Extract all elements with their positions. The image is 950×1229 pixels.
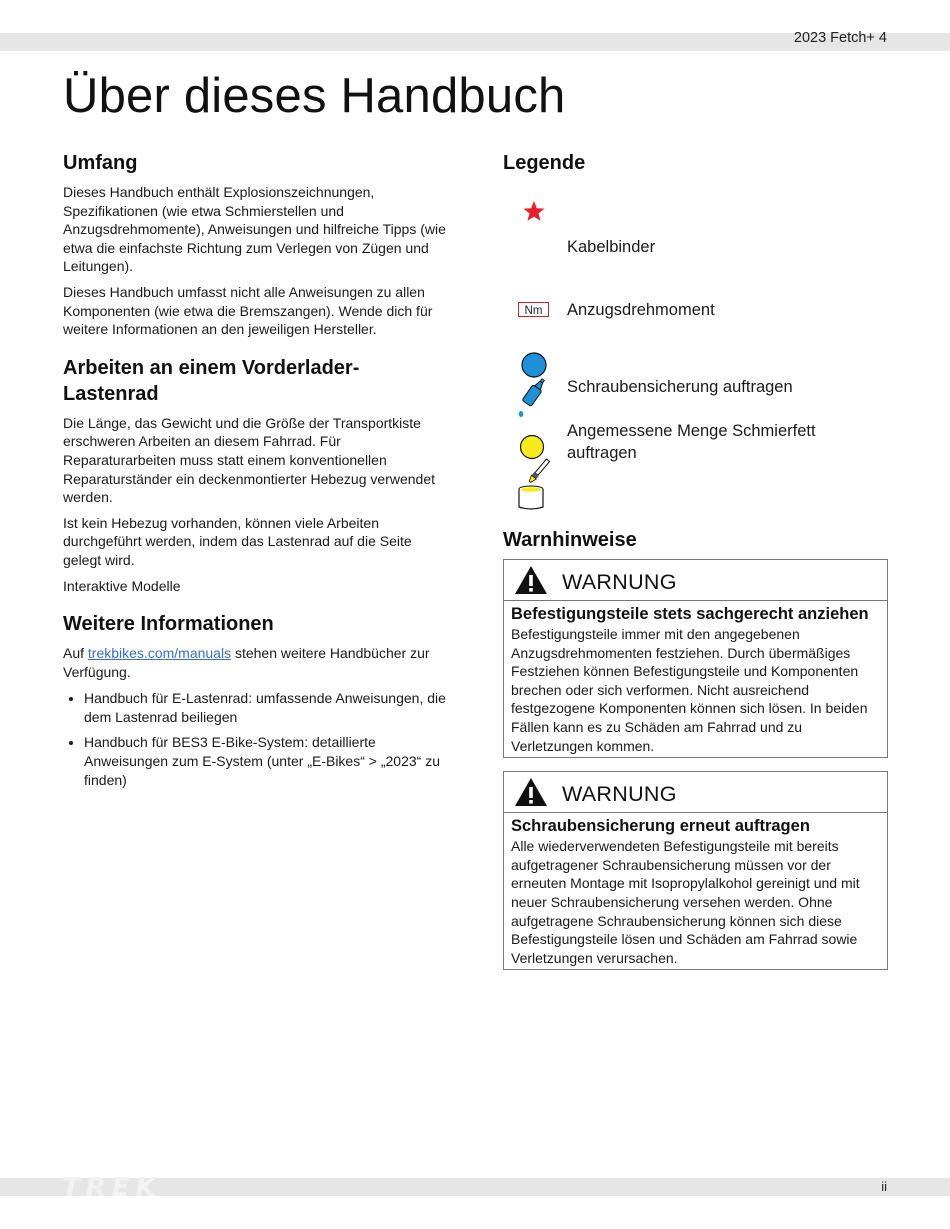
page-title: Über dieses Handbuch <box>63 69 566 123</box>
warning-header <box>504 560 887 601</box>
weitere-intro <box>63 644 448 681</box>
warning-title: WARNUNG <box>562 782 677 807</box>
manuals-link[interactable]: trekbikes.com/manuals <box>87 645 232 662</box>
legend-label-anzugsdrehmoment: Anzugsdrehmoment <box>567 301 715 319</box>
section-weitere <box>63 611 448 789</box>
star-icon <box>503 199 565 223</box>
list-item: • Handbuch für BES3 E-Bike-System: detaillierte Anweisungen zum E-System (unter „E-Bikes“ > „2023“ zu finden) <box>84 733 448 789</box>
heading-weitere: Weitere Informationen <box>63 613 274 636</box>
grease-icon <box>503 435 565 511</box>
arbeiten-paragraph-2: Ist kein Hebezug vorhanden, können viele Arbeiten durchgeführt werden, indem das Lastenrad auf die Seite gelegt wird. <box>63 514 412 568</box>
heading-umfang: Umfang <box>63 152 138 174</box>
interactive-models-text: Interaktive Modelle <box>63 577 181 594</box>
warning-title: WARNUNG <box>562 570 677 594</box>
legend-label-schraubensicherung: Schraubensicherung auftragen <box>567 378 793 396</box>
heading-arbeiten: Arbeiten an einem Vorderlader-Lastenrad <box>63 356 360 405</box>
document-title: 2023 Fetch+ 4 <box>793 30 887 46</box>
warning-body <box>504 601 887 757</box>
legend-label-kabelbinder: Kabelbinder <box>567 238 656 256</box>
heading-legende: Legende <box>503 152 586 174</box>
warning-triangle-icon <box>514 777 548 807</box>
warning-text: Befestigungsteile immer mit den angegebenen Anzugsdrehmomenten festziehen. Durch übermäßiges Festziehen können Befestigungsteile und Komponenten brechen oder sich verformen. Nicht ausreichend festgezogene Komponenten können sich lösen. In beiden Fällen kann es zu Schäden am Fahrrad und zu Verletzungen kommen. <box>511 626 868 754</box>
warning-triangle-icon <box>514 565 548 595</box>
page-number: ii <box>881 1179 887 1194</box>
warning-subtitle: Schraubensicherung erneut auftragen <box>511 817 810 836</box>
legend-label-schmierfett: Angemessene Menge Schmierfett auftragen <box>567 422 816 462</box>
manuals-list <box>63 689 448 789</box>
section-arbeiten <box>63 355 448 595</box>
nm-label: Nm <box>524 305 543 317</box>
trek-logo-text: TREK <box>62 1175 162 1199</box>
warning-box-threadlocker <box>503 771 888 970</box>
right-column <box>503 150 888 970</box>
warning-subtitle: Befestigungsteile stets sachgerecht anziehen <box>511 605 869 623</box>
umfang-paragraph-1: Dieses Handbuch enthält Explosionszeichnungen, Spezifikationen (wie etwa Schmierstellen und Anzugsdrehmomente), Anweisungen und hilfreiche Tipps (wie etwa die einfachste Richtung zum Verlegen von Zügen und Leitungen). <box>63 184 446 275</box>
warning-box-fasteners <box>503 559 888 758</box>
warning-body <box>504 813 887 969</box>
warning-header <box>504 772 887 813</box>
torque-nm-icon <box>503 299 565 321</box>
threadlocker-icon <box>503 351 565 419</box>
left-column <box>63 150 448 805</box>
intro-prefix: Auf <box>63 645 88 662</box>
trek-logo <box>60 1175 220 1204</box>
section-umfang <box>63 150 448 339</box>
intro-suffix: stehen weitere Handbücher zur Verfügung. <box>63 645 430 680</box>
list-item: • Handbuch für E-Lastenrad: umfassende Anweisungen, die dem Lastenrad beiliegen <box>84 689 448 726</box>
arbeiten-paragraph-1: Die Länge, das Gewicht und die Größe der Transportkiste erschweren Arbeiten an diesem Fahrrad. Für Reparaturarbeiten muss statt einem konventionellen Reparaturständer ein deckenmontierter Hebezug verwendet werden. <box>63 414 435 506</box>
umfang-paragraph-2: Dieses Handbuch umfasst nicht alle Anweisungen zu allen Komponenten (wie etwa die Bremszangen). Wende dich für weitere Informationen an den jeweiligen Hersteller. <box>63 283 433 338</box>
heading-warnhinweise: Warnhinweise <box>503 529 637 551</box>
warning-text: Alle wiederverwendeten Befestigungsteile mit bereits aufgetragener Schraubensicherung müssen vor der erneuten Montage mit Isopropylalkohol gereinigt und mit neuer Schraubensicherung versehen werden. Ohne aufgetragene Schraubensicherung können sich diese Befestigungsteile lösen und Schäden am Fahrrad sowie Verletzungen verursachen. <box>511 838 860 966</box>
